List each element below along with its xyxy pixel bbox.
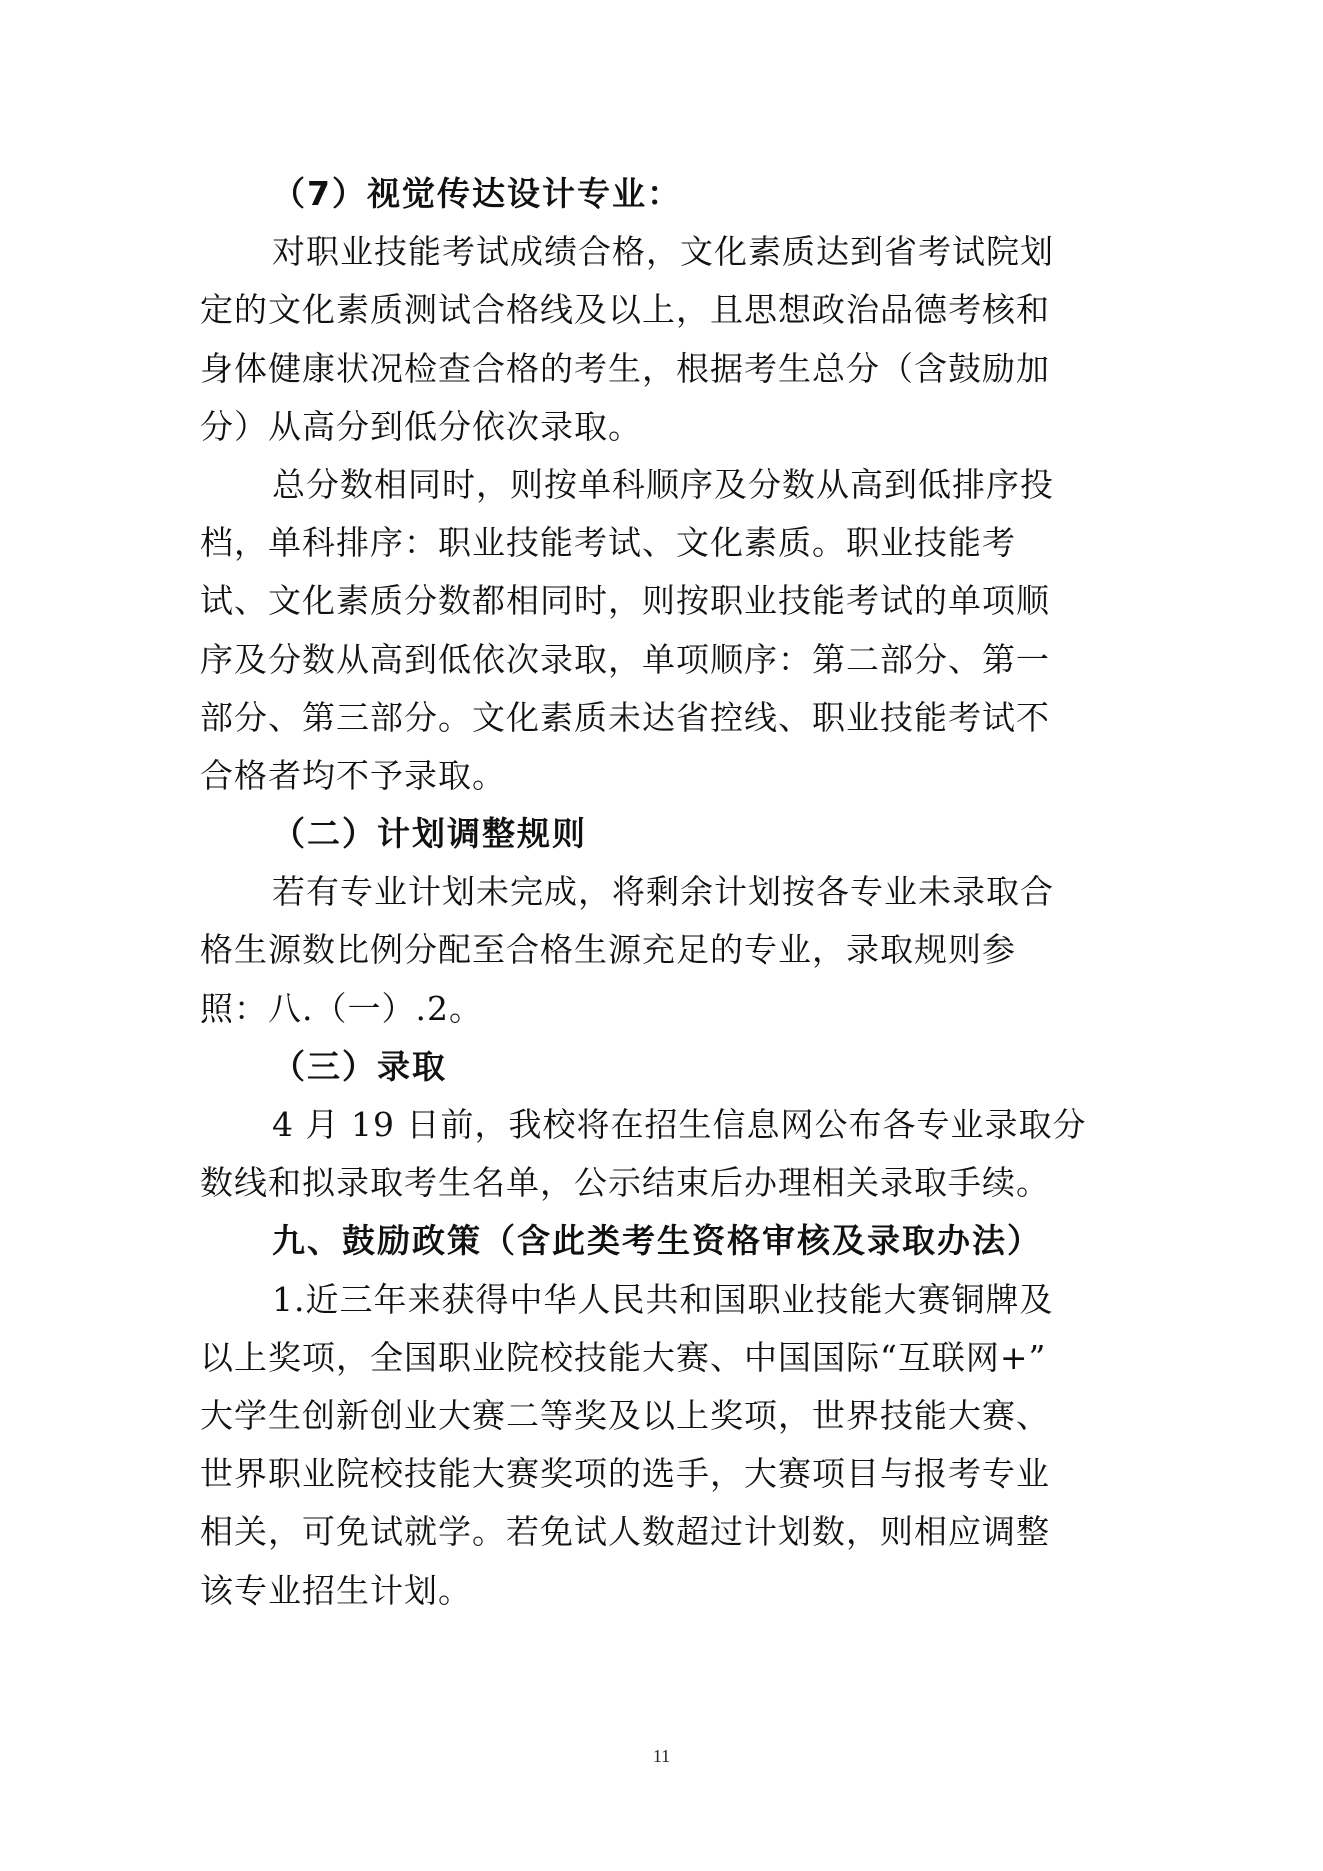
paragraph-line: 档，单科排序：职业技能考试、文化素质。职业技能考	[200, 523, 1016, 563]
paragraph-line: 1.近三年来获得中华人民共和国职业技能大赛铜牌及	[272, 1279, 1054, 1319]
paragraph-line: 总分数相同时，则按单科顺序及分数从高到低排序投	[272, 464, 1054, 504]
paragraph-line: 部分、第三部分。文化素质未达省控线、职业技能考试不	[200, 697, 1050, 737]
section-heading-visual-design: （7）视觉传达设计专业：	[272, 174, 682, 213]
document-body	[200, 165, 1100, 1620]
paragraph-line: 以上奖项，全国职业院校技能大赛、中国国际“互联网+”	[200, 1337, 1047, 1377]
paragraph-line: 分）从高分到低分依次录取。	[200, 406, 642, 446]
section-heading-incentive-policy: 九、鼓励政策（含此类考生资格审核及录取办法）	[272, 1221, 1042, 1261]
paragraph-line: 世界职业院校技能大赛奖项的选手，大赛项目与报考专业	[200, 1454, 1050, 1494]
paragraph-line: 格生源数比例分配至合格生源充足的专业，录取规则参	[200, 930, 1016, 970]
paragraph-line: 定的文化素质测试合格线及以上，且思想政治品德考核和	[200, 290, 1050, 330]
paragraph-line: 试、文化素质分数都相同时，则按职业技能考试的单项顺	[200, 581, 1050, 621]
paragraph-line: 合格者均不予录取。	[200, 755, 506, 795]
paragraph-line: 数线和拟录取考生名单，公示结束后办理相关录取手续。	[200, 1163, 1050, 1203]
paragraph-line: 大学生创新创业大赛二等奖及以上奖项，世界技能大赛、	[200, 1395, 1050, 1435]
section-heading-admission: （三）录取	[272, 1046, 447, 1086]
paragraph-line: 对职业技能考试成绩合格，文化素质达到省考试院划	[272, 232, 1054, 272]
paragraph-line: 该专业招生计划。	[200, 1570, 472, 1610]
paragraph-line: 若有专业计划未完成，将剩余计划按各专业未录取合	[272, 872, 1054, 912]
paragraph-line: 身体健康状况检查合格的考生，根据考生总分（含鼓励加	[200, 348, 1050, 388]
section-heading-plan-adjustment: （二）计划调整规则	[272, 814, 587, 854]
paragraph-line: 序及分数从高到低依次录取，单项顺序：第二部分、第一	[200, 639, 1050, 679]
paragraph-line: 相关，可免试就学。若免试人数超过计划数，则相应调整	[200, 1512, 1050, 1552]
paragraph-line: 照：八.（一）.2。	[200, 988, 483, 1028]
page-number: 11	[652, 1746, 671, 1766]
paragraph-line: 4 月 19 日前，我校将在招生信息网公布各专业录取分	[272, 1105, 1087, 1144]
